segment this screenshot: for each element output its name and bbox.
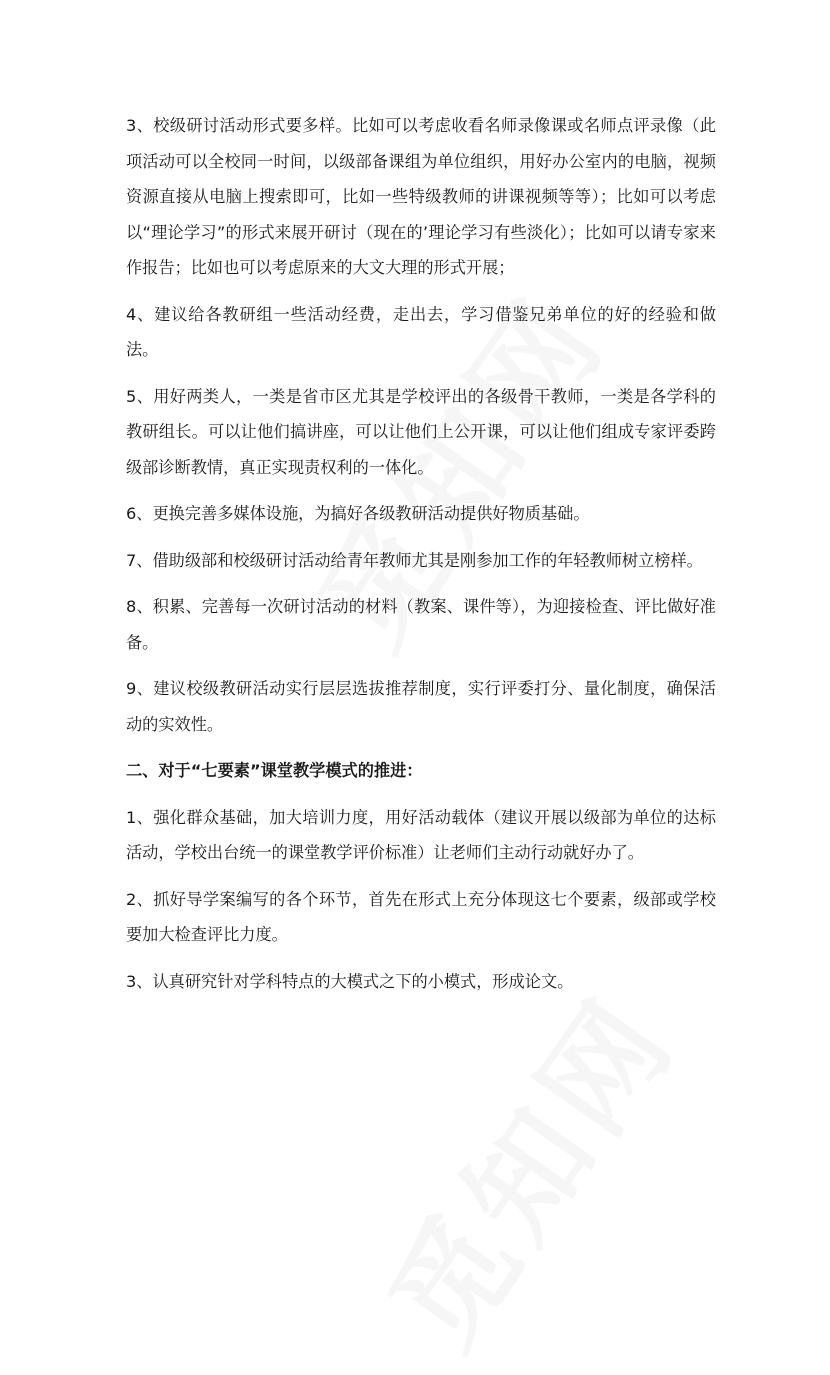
- paragraph-item-3: 3、校级研讨活动形式要多样。比如可以考虑收看名师录像课或名师点评录像（此项活动可以全校同一时间，以级部备课组为单位组织，用好办公室内的电脑，视频资源直接从电脑上搜索即可，比如一些特级教师的讲课视频等等）；比如可以考虑以“理论学习”的形式来展开研讨（现在的’理论学习有些淡化）；比如可以请专家来作报告；比如也可以考虑原来的大文大理的形式开展；: [126, 116, 716, 277]
- paragraph-item-4: 4、建议给各教研组一些活动经费，走出去，学习借鉴兄弟单位的好的经验和做法。: [126, 304, 716, 359]
- paragraph-item-6: 6、更换完善多媒体设施，为搞好各级教研活动提供好物质基础。: [126, 504, 590, 523]
- paragraph-item-7: 7、借助级部和校级研讨活动给青年教师尤其是刚参加工作的年轻教师树立榜样。: [126, 550, 703, 570]
- watermark: [343, 957, 708, 1375]
- paragraph-item-5: 5、用好两类人，一类是省市区尤其是学校评出的各级骨干教师，一类是各学科的教研组长。可以让他们搞讲座，可以让他们上公开课，可以让他们组成专家评委跨级部诊断教情，真正实现责权利的一体化。: [126, 386, 716, 477]
- paragraph-item-8: 8、积累、完善每一次研讨活动的材料（教案、课件等），为迎接检查、评比做好准备。: [126, 597, 716, 652]
- section-heading: 二、对于“七要素”课堂教学模式的推进：: [126, 761, 423, 780]
- paragraph-item-3-b: 3、认真研究针对学科特点的大模式之下的小模式，形成论文。: [126, 971, 574, 991]
- paragraph-item-2: 2、抓好导学案编写的各个环节，首先在形式上充分体现这七个要素，级部或学校要加大检查评比力度。: [126, 889, 716, 944]
- paragraph-item-1: 1、强化群众基础，加大培训力度，用好活动载体（建议开展以级部为单位的达标活动，学校出台统一的课堂教学评价标准）让老师们主动行动就好办了。: [126, 807, 716, 862]
- document-body: [126, 108, 716, 1010]
- paragraph-item-9: 9、建议校级教研活动实行层层选拔推荐制度，实行评委打分、量化制度，确保活动的实效性。: [126, 679, 716, 734]
